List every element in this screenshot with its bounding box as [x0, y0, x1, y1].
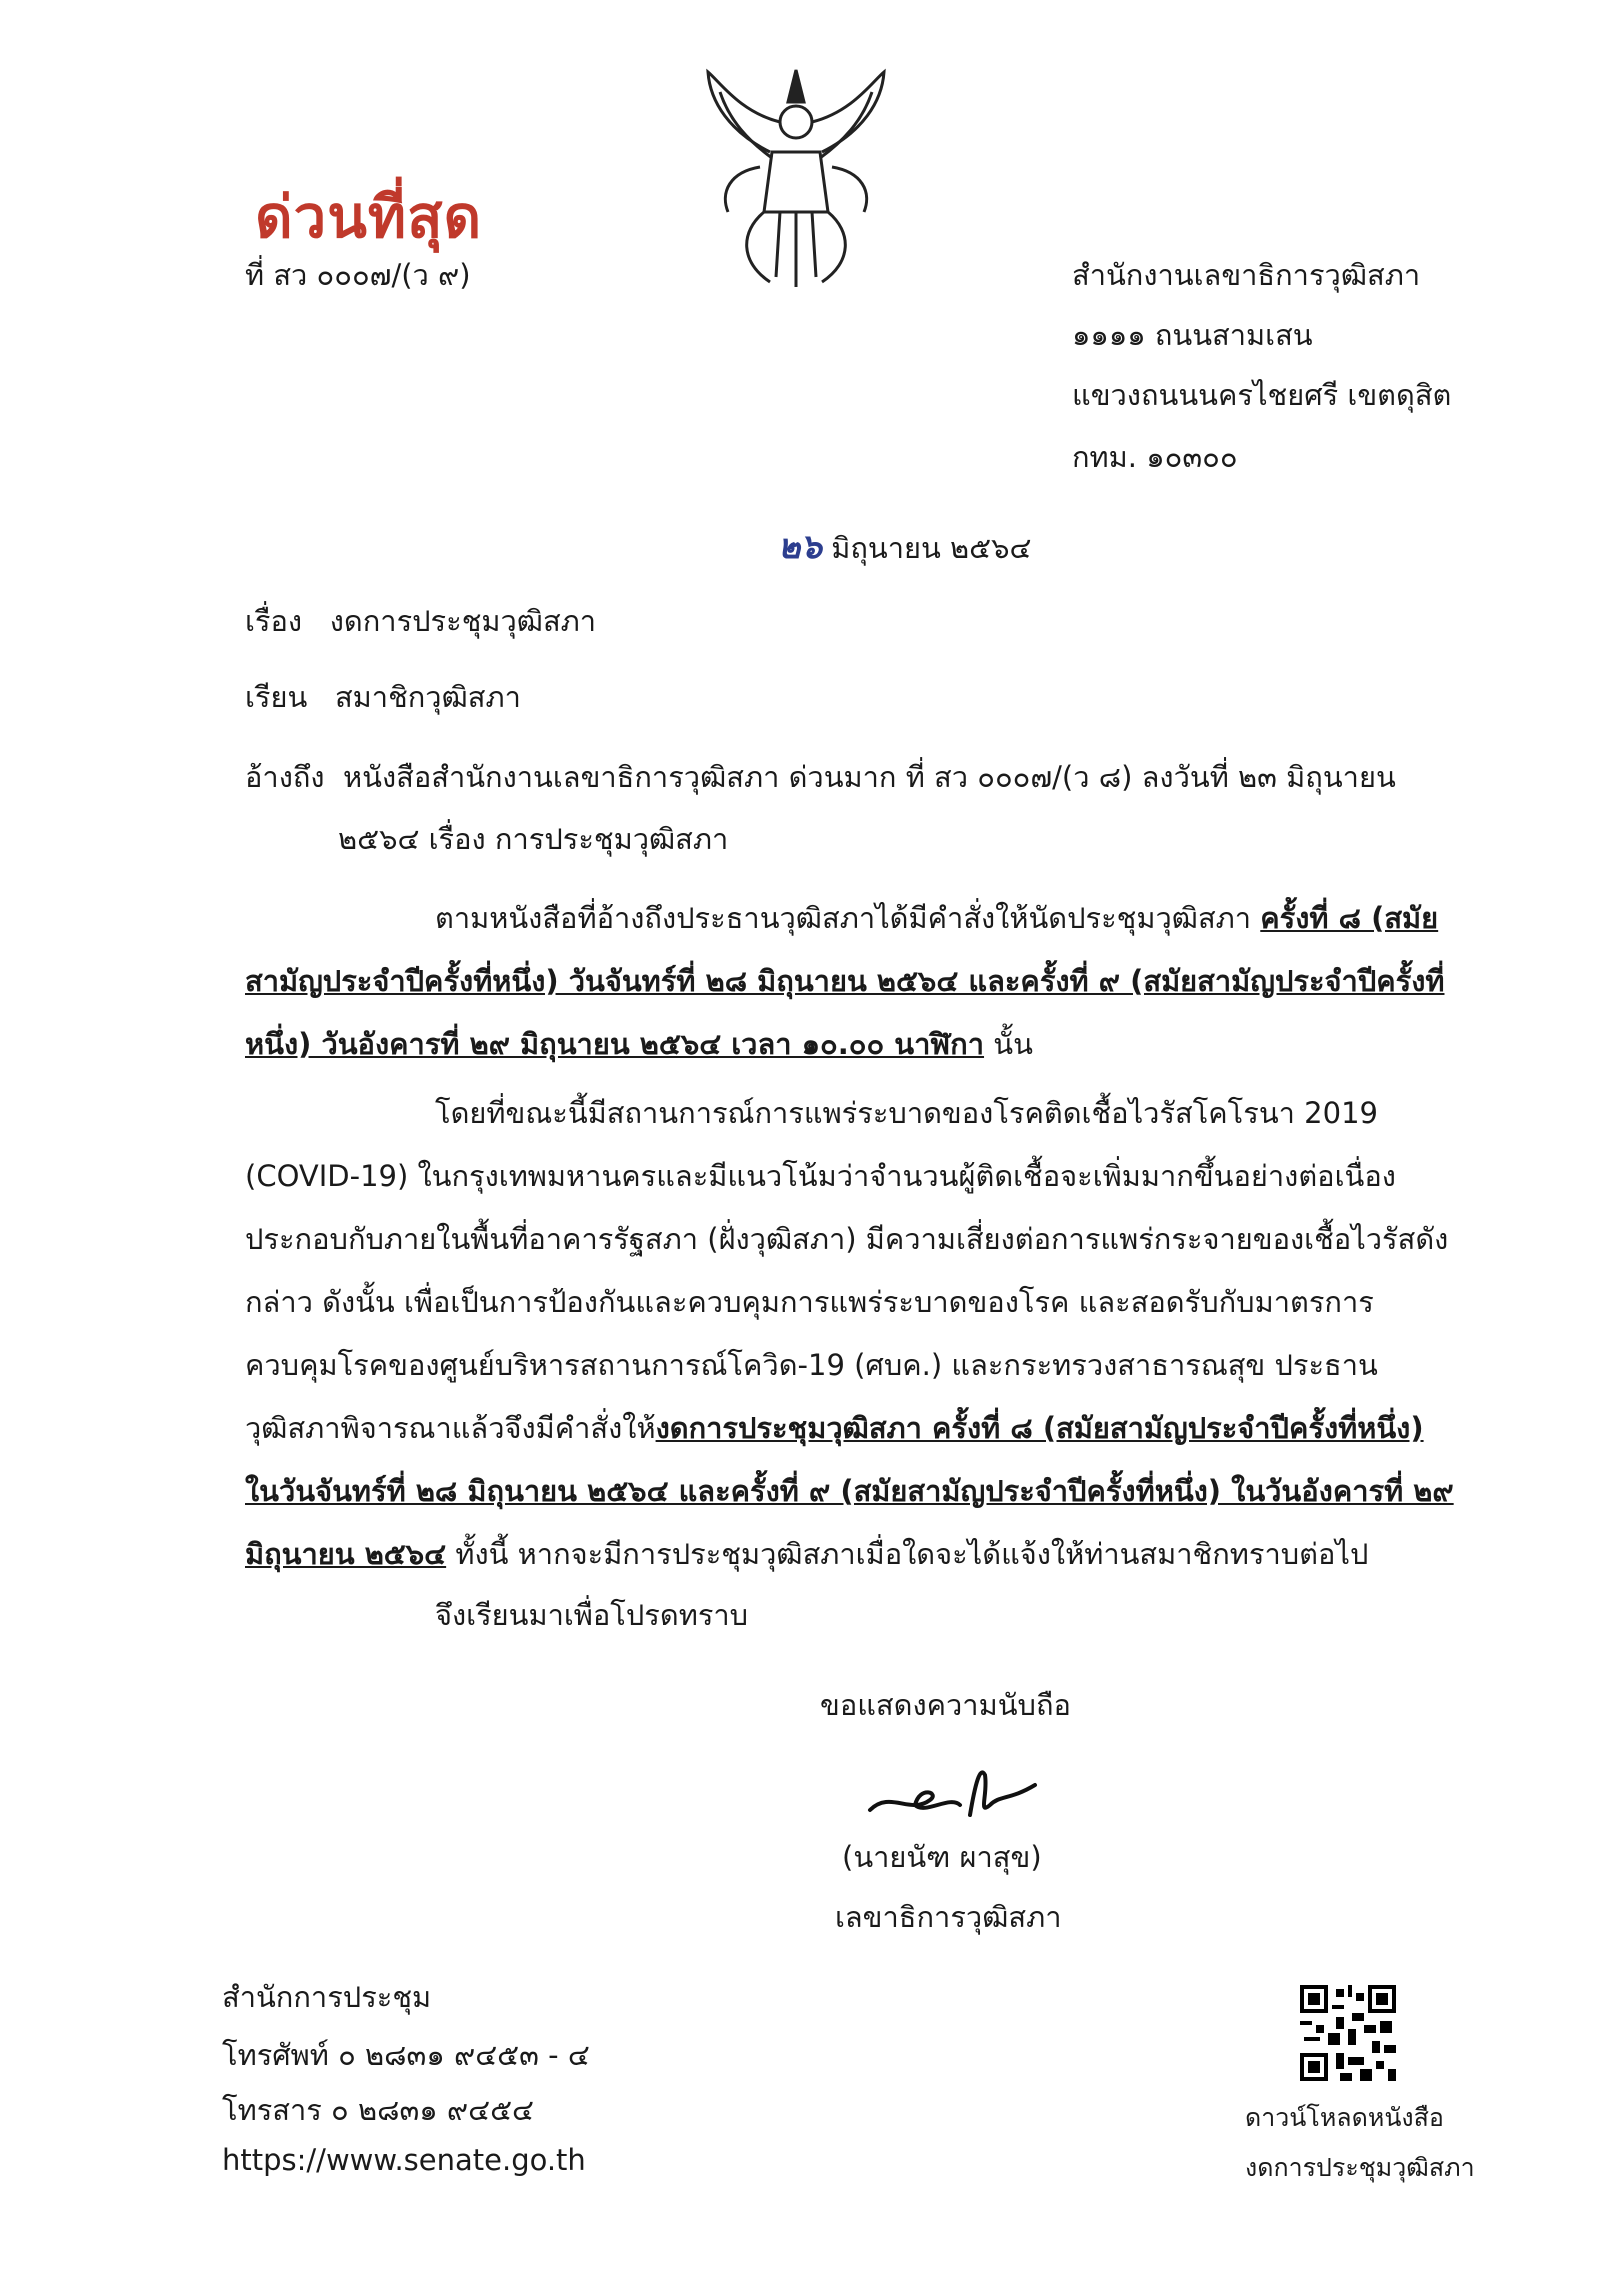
body-paragraph-3: จึงเรียนมาเพื่อโปรดทราบ: [435, 1598, 749, 1632]
document-date: [778, 527, 1031, 568]
signature-icon: [860, 1755, 1060, 1830]
reference-text-line1: หนังสือสำนักงานเลขาธิการวุฒิสภา ด่วนมาก ที่ สว ๐๐๐๗/(ว ๘) ลงวันที่ ๒๓ มิถุนายน: [343, 760, 1396, 794]
signatory-position: เลขาธิการวุฒิสภา: [835, 1900, 1062, 1934]
document-number: ที่ สว ๐๐๐๗/(ว ๙): [245, 258, 471, 292]
p1-highlight: ครั้งที่ ๘ (สมัยสามัญประจำปีครั้งที่หนึ่ง) วันจันทร์ที่ ๒๘ มิถุนายน ๒๕๖๔ และครั้งที่ ๙ (สมัยสามัญประจำปีครั้งที่หนึ่ง) วันอังคารที่ ๒๙ มิถุนายน ๒๕๖๔ เวลา ๑๐.๐๐ นาฬิกา: [245, 901, 1445, 1061]
address-line: กทม. ๑๐๓๐๐: [1072, 440, 1238, 474]
reference-text-line2: ๒๕๖๔ เรื่อง การประชุมวุฒิสภา: [338, 822, 729, 856]
urgency-stamp: ด่วนที่สุด: [255, 183, 483, 251]
recipient-label: เรียน: [245, 680, 308, 714]
p1-end: นั้น: [993, 1027, 1033, 1061]
subject-row: [245, 604, 596, 639]
closing-salutation: ขอแสดงความนับถือ: [820, 1688, 1071, 1722]
date-day-handwritten: ๒๖: [778, 527, 822, 567]
subject-text: งดการประชุมวุฒิสภา: [329, 604, 597, 638]
date-month-year: มิถุนายน ๒๕๖๔: [831, 531, 1032, 565]
p1-text: ตามหนังสือที่อ้างถึงประธานวุฒิสภาได้มีคำสั่งให้นัดประชุมวุฒิสภา: [435, 901, 1252, 935]
address-line: แขวงถนนนครไชยศรี เขตดุสิต: [1072, 378, 1452, 412]
garuda-emblem-icon: [700, 62, 892, 294]
p2-highlight: งดการประชุมวุฒิสภา ครั้งที่ ๘ (สมัยสามัญประจำปีครั้งที่หนึ่ง) ในวันจันทร์ที่ ๒๘ มิถุนายน ๒๕๖๔ และครั้งที่ ๙ (สมัยสามัญประจำปีครั้งที่หนึ่ง) ในวันอังคารที่ ๒๙ มิถุนายน ๒๕๖๔: [245, 1411, 1454, 1571]
footer-fax: โทรสาร ๐ ๒๘๓๑ ๙๔๕๔: [222, 2093, 534, 2127]
p2-text: โดยที่ขณะนี้มีสถานการณ์การแพร่ระบาดของโรคติดเชื้อไวรัสโคโรนา 2019 (COVID-19) ในกรุงเทพมหานครและมีแนวโน้มว่าจำนวนผู้ติดเชื้อจะเพิ่มมากขึ้นอย่างต่อเนื่อง ประกอบกับภายในพื้นที่อาคารรัฐสภา (ฝั่งวุฒิสภา) มีความเสี่ยงต่อการแพร่กระจายของเชื้อไวรัสดังกล่าว ดังนั้น เพื่อเป็นการป้องกันและควบคุมการแพร่ระบาดของโรค และสอดรับกับมาตรการควบคุมโรคของศูนย์บริหารสถานการณ์โควิด-19 (ศบค.) และกระทรวงสาธารณสุข ประธานวุฒิสภาพิจารณาแล้วจึงมีคำสั่งให้: [245, 1096, 1449, 1445]
qr-code-icon[interactable]: [1300, 1985, 1396, 2081]
recipient-row: [245, 680, 521, 715]
address-line: สำนักงานเลขาธิการวุฒิสภา: [1072, 258, 1421, 292]
body-paragraph-1: [245, 887, 1465, 1076]
recipient-text: สมาชิกวุฒิสภา: [334, 680, 521, 714]
subject-label: เรื่อง: [245, 604, 303, 638]
p2-end: ทั้งนี้ หากจะมีการประชุมวุฒิสภาเมื่อใดจะได้แจ้งให้ท่านสมาชิกทราบต่อไป: [455, 1537, 1369, 1571]
qr-caption-line1: ดาวน์โหลดหนังสือ: [1245, 2103, 1444, 2132]
address-line: ๑๑๑๑ ถนนสามเสน: [1072, 318, 1313, 352]
qr-caption-line2: งดการประชุมวุฒิสภา: [1245, 2153, 1475, 2182]
body-paragraph-2: [245, 1082, 1465, 1586]
reference-label: อ้างถึง: [245, 760, 325, 794]
footer-url[interactable]: https://www.senate.go.th: [222, 2143, 586, 2177]
reference-row: [245, 760, 1396, 795]
footer-office: สำนักการประชุม: [222, 1980, 432, 2014]
signatory-name: (นายนัฑ ผาสุข): [842, 1840, 1042, 1874]
footer-phone: โทรศัพท์ ๐ ๒๘๓๑ ๙๔๕๓ - ๔: [222, 2038, 590, 2072]
